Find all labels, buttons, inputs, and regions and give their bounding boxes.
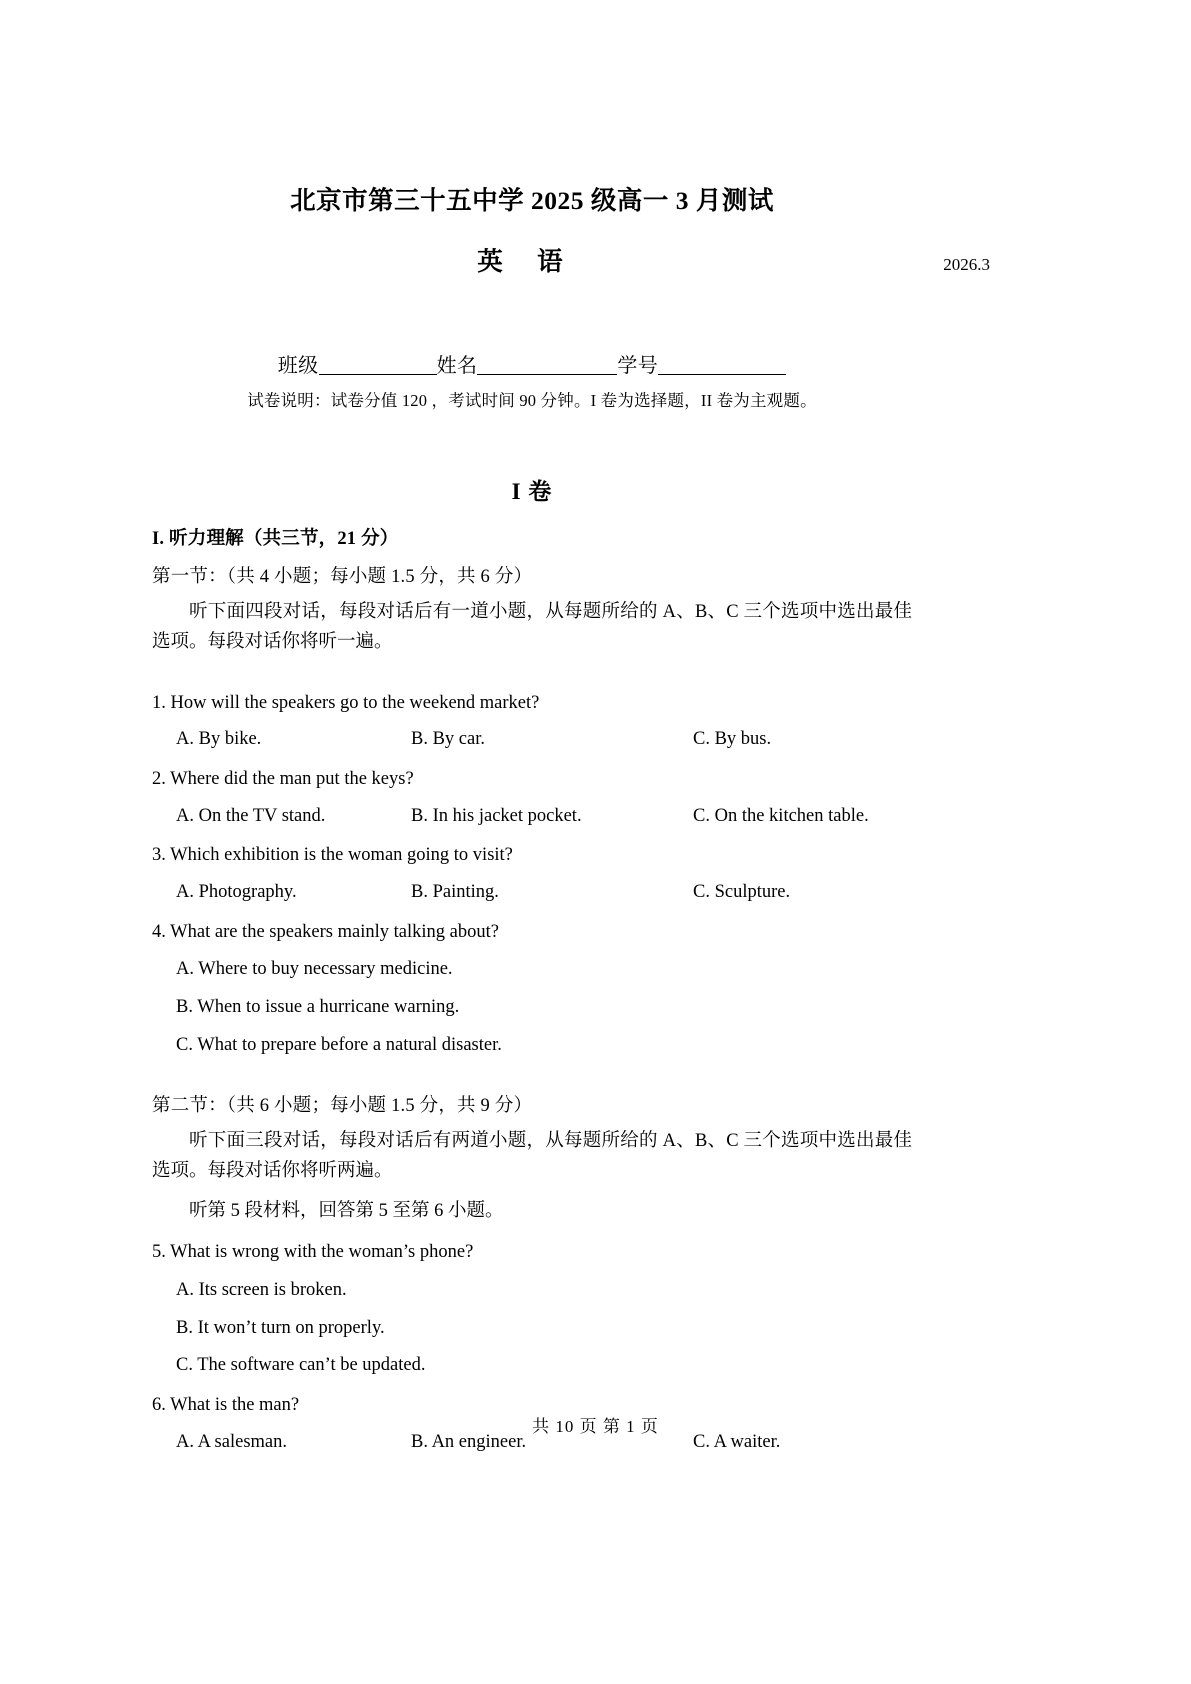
question-item: [152, 765, 912, 830]
option-c[interactable]: C. On the kitchen table.: [693, 805, 869, 826]
student-info-line: [152, 349, 912, 378]
page-content: [152, 0, 990, 1456]
question-stem: 3. Which exhibition is the woman going to visit?: [152, 845, 513, 866]
option-b[interactable]: B. An engineer.: [411, 1431, 527, 1452]
subject-row: [152, 246, 990, 287]
spacer: [152, 1059, 912, 1079]
option-a[interactable]: A. Photography.: [176, 881, 297, 902]
option-b[interactable]: B. By car.: [411, 729, 485, 750]
option-c[interactable]: C. The software can’t be updated.: [176, 1355, 426, 1376]
question-options: [152, 802, 912, 831]
page-title: 北京市第三十五中学 2025 级高一 3 月测试: [290, 186, 774, 215]
class-label: 班级: [277, 354, 319, 377]
option-a[interactable]: A. Its screen is broken.: [176, 1279, 347, 1300]
question-item: [152, 689, 912, 754]
question-stem: 2. Where did the man put the keys?: [152, 768, 414, 789]
question-stem: 6. What is the man?: [152, 1394, 300, 1415]
part-heading: I 卷: [511, 478, 553, 504]
name-input-blank[interactable]: [477, 374, 617, 375]
exam-date: 2026.3: [943, 254, 990, 274]
name-label: 姓名: [436, 354, 478, 377]
subject-title: 英 语: [477, 246, 577, 276]
listening-part2-heading: 第二节：（共 6 小题；每小题 1.5 分，共 9 分）: [152, 1096, 533, 1117]
class-input-blank[interactable]: [319, 374, 437, 375]
question-options: [152, 1276, 912, 1380]
option-c[interactable]: C. What to prepare before a natural disaster.: [176, 1034, 502, 1055]
question-item: [152, 1238, 912, 1380]
id-label: 学号: [617, 354, 659, 377]
question-options: [152, 725, 912, 754]
question-stem: 5. What is wrong with the woman’s phone?: [152, 1242, 474, 1263]
question-options: [152, 878, 912, 907]
option-b[interactable]: B. Painting.: [411, 881, 499, 902]
student-id-input-blank[interactable]: [658, 374, 786, 375]
listening-part2-material-note: 听第 5 段材料，回答第 5 至第 6 小题。: [189, 1201, 504, 1222]
option-a[interactable]: A. A salesman.: [176, 1431, 287, 1452]
listening-part1-heading: 第一节：（共 4 小题；每小题 1.5 分，共 6 分）: [152, 566, 533, 587]
option-a[interactable]: A. By bike.: [176, 729, 262, 750]
option-b[interactable]: B. It won’t turn on properly.: [176, 1317, 385, 1338]
option-a[interactable]: A. On the TV stand.: [176, 805, 326, 826]
option-b[interactable]: B. When to issue a hurricane warning.: [176, 996, 460, 1017]
question-stem: 1. How will the speakers go to the weekend market?: [152, 692, 540, 713]
page-footer: 共 10 页 第 1 页: [532, 1417, 659, 1436]
listening-section-heading: I. 听力理解（共三节，21 分）: [152, 528, 399, 549]
question-options: [152, 955, 912, 1059]
question-stem: 4. What are the speakers mainly talking about?: [152, 921, 499, 942]
listening-part2-instruction: 听下面三段对话，每段对话后有两道小题，从每题所给的 A、B、C 三个选项中选出最佳选项。每段对话你将听两遍。: [152, 1131, 912, 1182]
option-c[interactable]: C. A waiter.: [693, 1431, 781, 1452]
option-c[interactable]: C. Sculpture.: [693, 881, 791, 902]
spacer: [152, 658, 912, 678]
option-a[interactable]: A. Where to buy necessary medicine.: [176, 959, 453, 980]
option-b[interactable]: B. In his jacket pocket.: [411, 805, 582, 826]
exam-note: 试卷说明：试卷分值 120 ，考试时间 90 分钟。I 卷为选择题，II 卷为主观题。: [247, 390, 817, 410]
question-item: [152, 918, 912, 1060]
question-item: [152, 841, 912, 906]
option-c[interactable]: C. By bus.: [693, 729, 772, 750]
listening-part1-instruction: 听下面四段对话，每段对话后有一道小题，从每题所给的 A、B、C 三个选项中选出最佳选项。每段对话你将听一遍。: [152, 601, 912, 652]
